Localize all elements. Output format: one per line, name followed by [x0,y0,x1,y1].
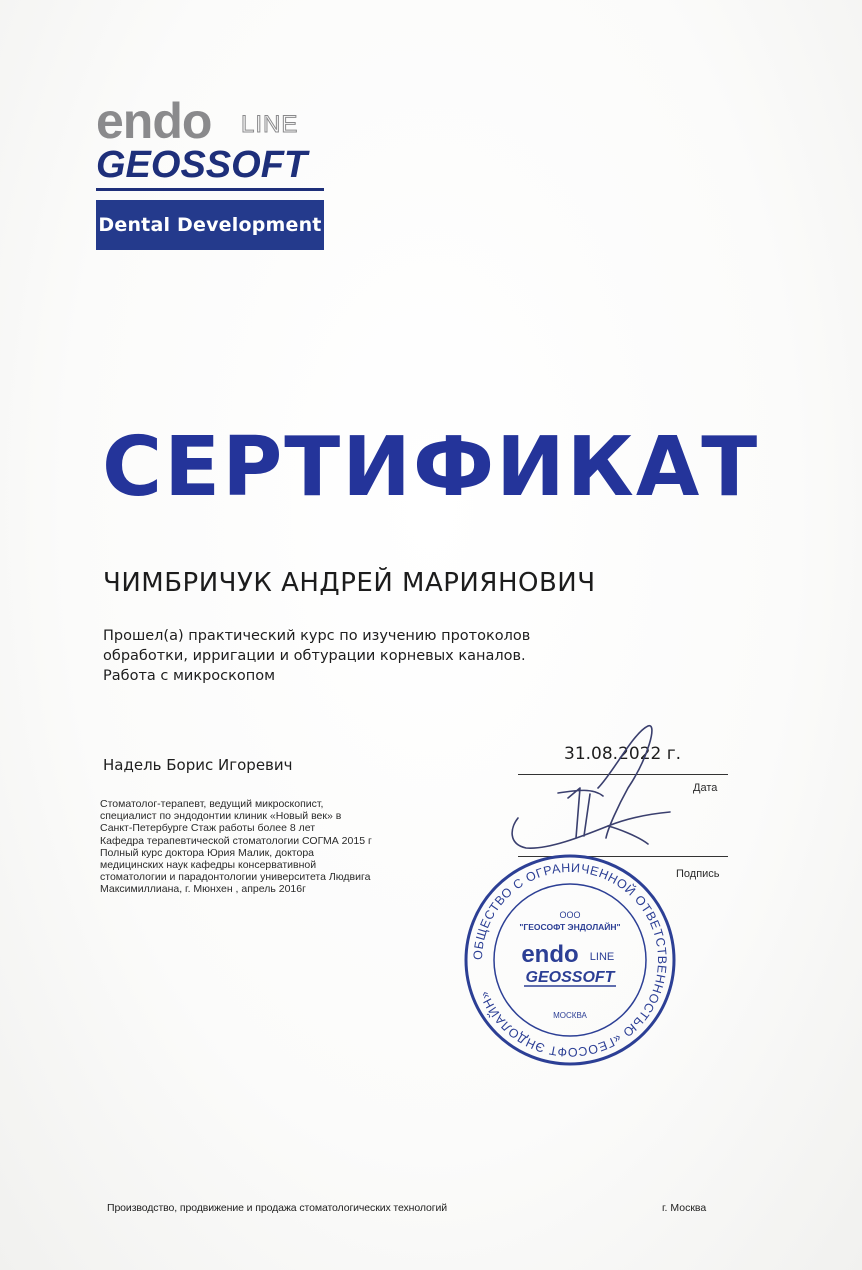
footer-city: г. Москва [662,1202,707,1214]
course-line: Прошел(а) практический курс по изучению протоколов [103,628,531,644]
logo-endo-text: endo [96,93,212,149]
footer-tagline: Производство, продвижение и продажа стоматологических технологий [107,1202,448,1214]
bio-line: Максимиллиана, г. Мюнхен , апрель 2016г [100,883,306,896]
company-stamp [462,852,678,1068]
bio-line: стоматологии и парадонтологии университета Людвига [100,871,371,884]
course-description [103,626,623,686]
logo-tagline-box: Dental Development [96,200,324,250]
bio-line: Стоматолог-терапевт, ведущий микроскопист, [100,798,324,810]
bio-line: Полный курс доктора Юрия Малик, доктора [100,846,314,859]
company-logo [96,93,328,236]
signature-label: Подпись [676,868,720,880]
bio-line: специалист по эндодонтии клиник «Новый век» в [100,810,342,823]
bio-line: Кафедра терапевтической стоматологии СОГМА 2015 г [100,834,372,847]
logo-line-text: LINE [241,111,299,138]
bio-line: медицинских наук кафедры консервативной [100,859,317,872]
logo-underline [96,188,324,191]
recipient-name: ЧИМБРИЧУК АНДРЕЙ МАРИЯНОВИЧ [103,568,596,598]
stamp-org-form: ООО [559,910,581,920]
logo-endoline-row [96,93,328,149]
course-line: Работа с микроскопом [103,668,276,684]
stamp-ring-text: ОБЩЕСТВО С ОГРАНИЧЕННОЙ ОТВЕТСТВЕННОСТЬЮ «ГЕОСОФТ ЭНДОЛАЙН» [470,860,670,1060]
course-line: обработки, ирригации и обтурации корневых каналов. [103,648,526,664]
handwritten-signature [498,718,688,868]
issue-date: 31.08.2022 г. [564,744,682,764]
certificate-title: СЕРТИФИКАТ [102,420,760,515]
stamp-logo-line: LINE [589,951,615,963]
logo-geosoft-text: GEOSSOFT [96,144,308,186]
instructor-bio [100,798,440,896]
stamp-city: МОСКВА [553,1011,587,1020]
stamp-logo-endo: endo [521,941,579,968]
instructor-name: Надель Борис Игоревич [103,756,293,774]
bio-line: Санкт-Петербурге Стаж работы более 8 лет [100,822,316,835]
stamp-logo-geosoft: GEOSSOFT [525,969,615,986]
date-label: Дата [693,782,718,794]
stamp-org-name: "ГЕОСОФТ ЭНДОЛАЙН" [519,922,621,932]
